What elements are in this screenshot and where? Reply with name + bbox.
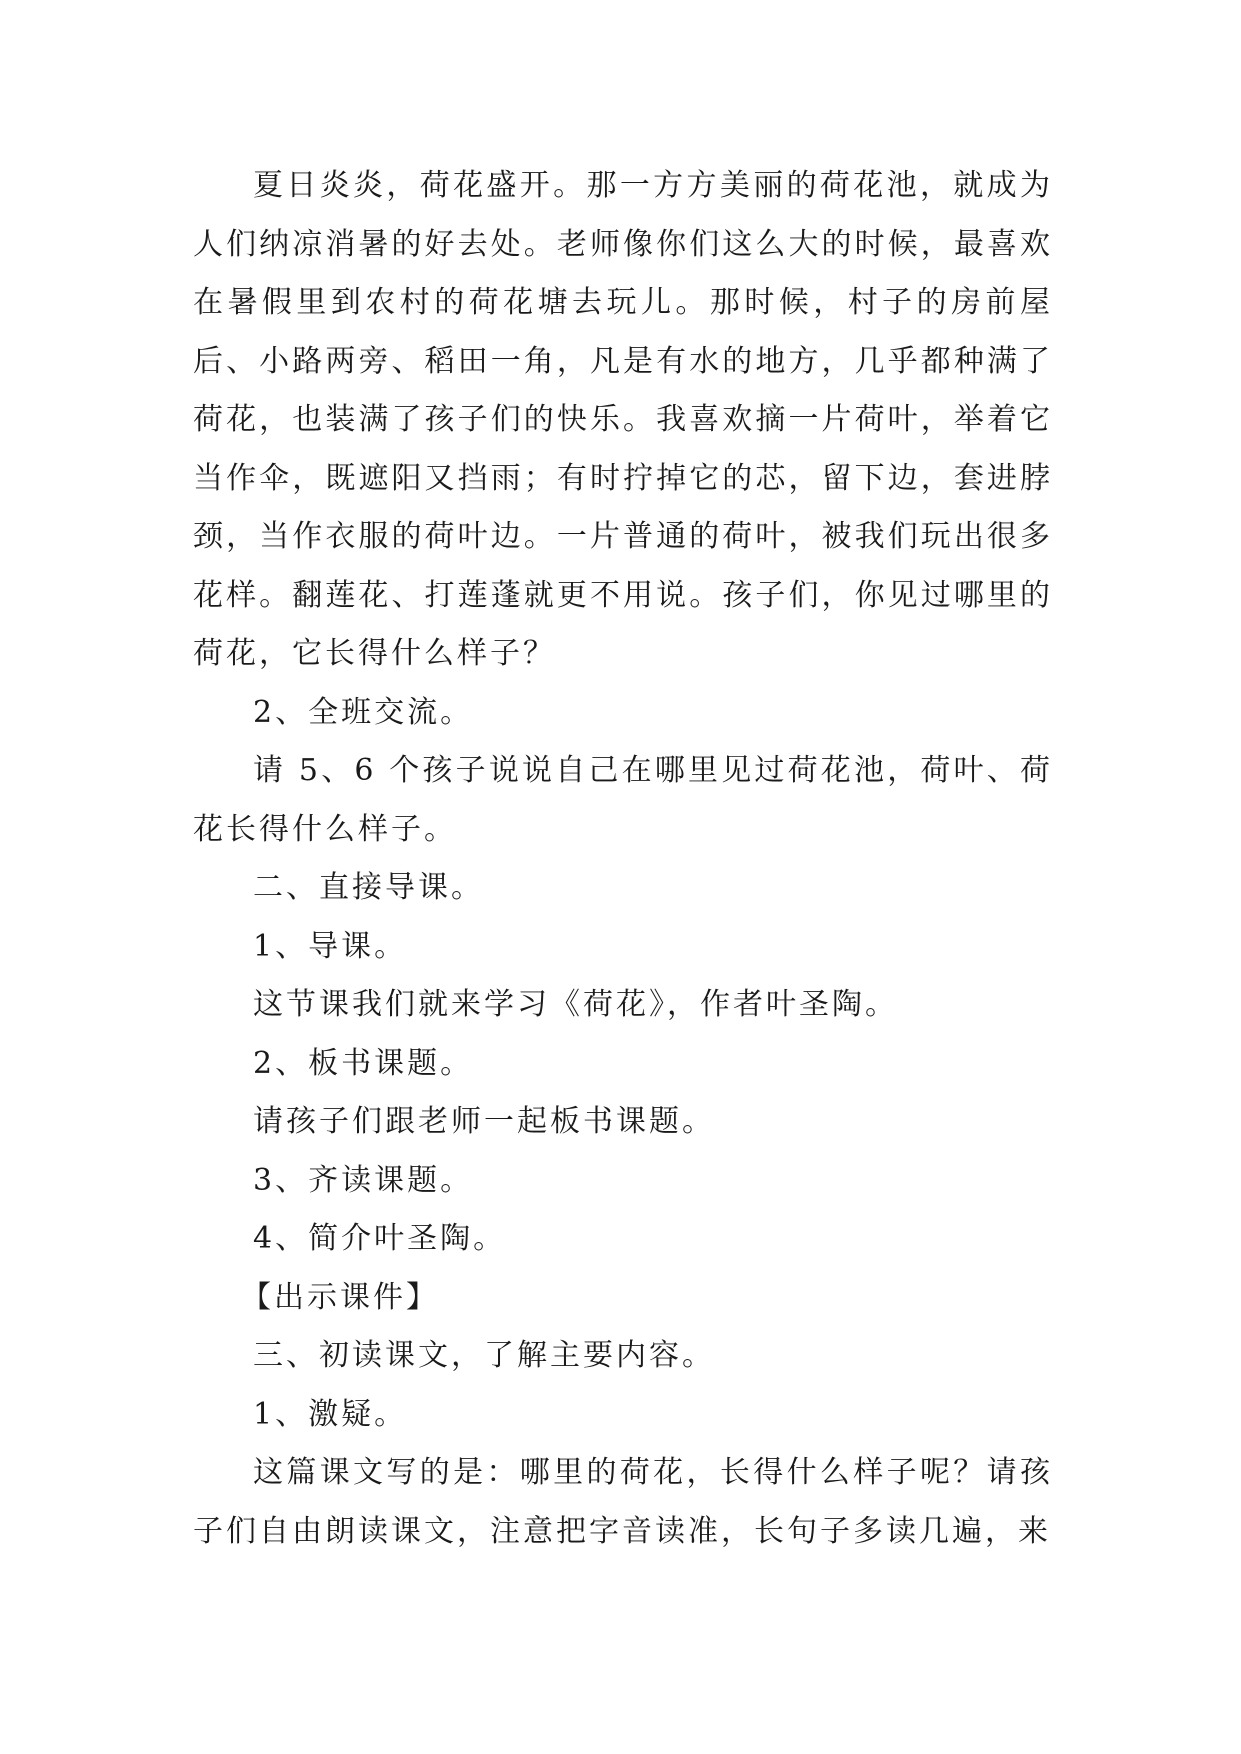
paragraph-read-title: 3、齐读课题。	[253, 1162, 474, 1198]
paragraph-show-courseware: 【出示课件】	[241, 1279, 439, 1315]
paragraph-reading-instructions: 这篇课文写的是：哪里的荷花，长得什么样子呢？请孩子们自由朗读课文，注意把字音读准，长句子多读几遍，来	[193, 1455, 1053, 1549]
paragraph-lesson-title: 这节课我们就来学习《荷花》，作者叶圣陶。	[253, 987, 898, 1022]
section-heading-direct-intro: 二、直接导课。	[253, 870, 484, 905]
paragraph-class-discussion: 2、全班交流。	[253, 694, 474, 730]
paragraph-student-sharing: 请 5、6 个孩子说说自己在哪里见过荷花池，荷叶、荷花长得什么样子。	[193, 753, 1053, 847]
paragraph-board-title: 2、板书课题。	[253, 1045, 474, 1081]
paragraph-board-together: 请孩子们跟老师一起板书课题。	[253, 1104, 715, 1139]
paragraph-lead-in: 1、导课。	[253, 928, 408, 964]
section-heading-first-reading: 三、初读课文，了解主要内容。	[253, 1338, 715, 1373]
document-page	[193, 157, 1053, 1561]
paragraph-raise-questions: 1、激疑。	[253, 1396, 408, 1432]
paragraph-intro: 夏日炎炎，荷花盛开。那一方方美丽的荷花池，就成为人们纳凉消暑的好去处。老师像你们这么大的时候，最喜欢在暑假里到农村的荷花塘去玩儿。那时候，村子的房前屋后、小路两旁、稻田一角，凡是有水的地方，几乎都种满了荷花，也装满了孩子们的快乐。我喜欢摘一片荷叶，举着它当作伞，既遮阳又挡雨；有时拧掉它的芯，留下边，套进脖颈，当作衣服的荷叶边。一片普通的荷叶，被我们玩出很多花样。翻莲花、打莲蓬就更不用说。孩子们，你见过哪里的荷花，它长得什么样子？	[193, 168, 1053, 671]
paragraph-author-intro: 4、简介叶圣陶。	[253, 1221, 507, 1256]
